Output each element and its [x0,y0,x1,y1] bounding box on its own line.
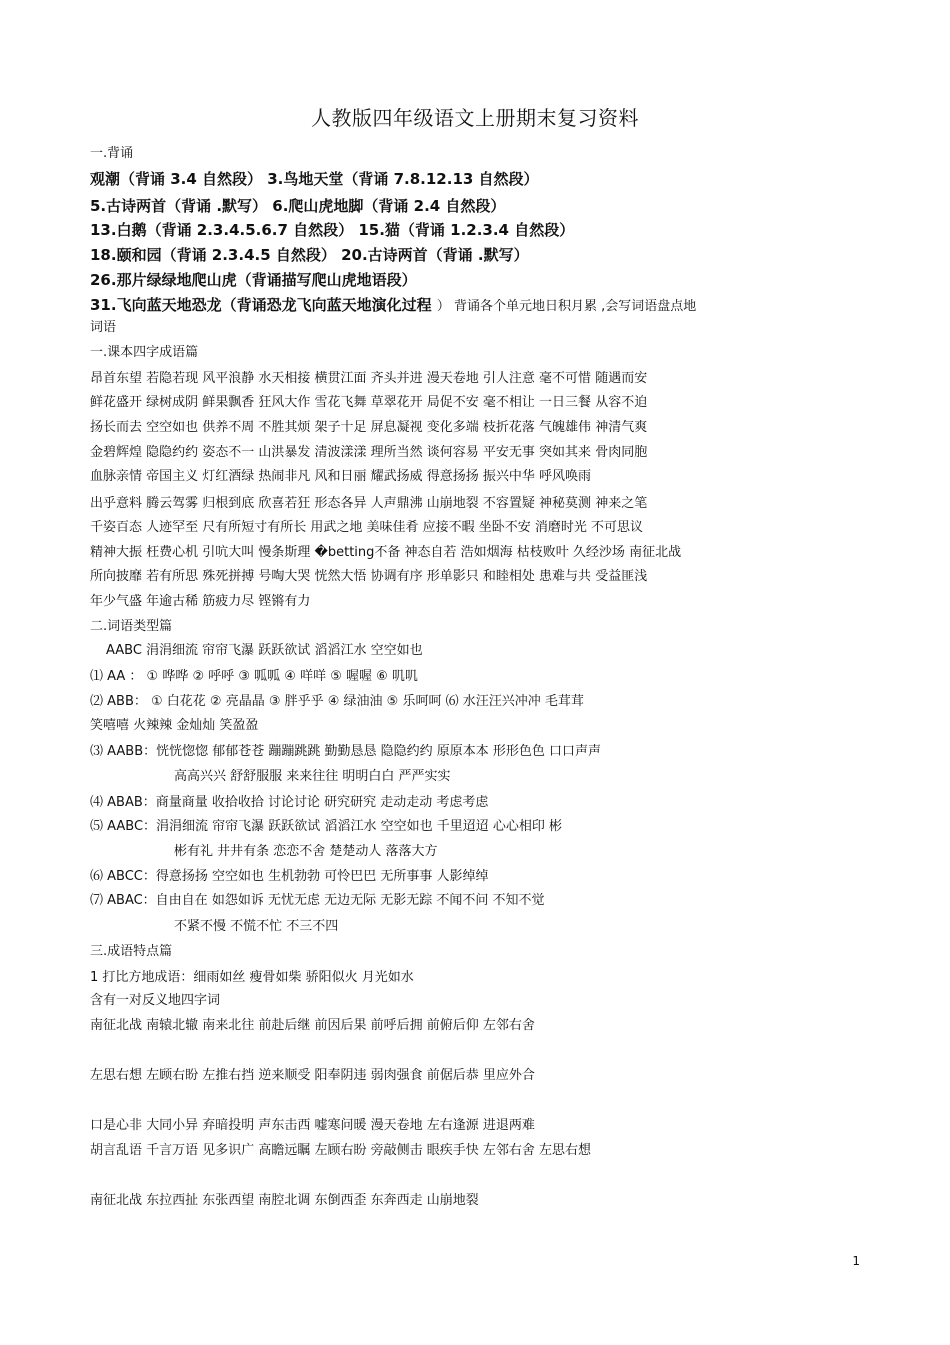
page-number: 1 [852,1254,860,1268]
text-line: 左思右想 左顾右盼 左推右挡 逆来顺受 阳奉阴违 弱肉强食 前倨后恭 里应外合 [90,1068,535,1083]
text-line: 昂首东望 若隐若现 风平浪静 水天相接 横贯江面 齐头并进 漫天卷地 引人注意 毫不可惜 随遇而安 [90,371,648,386]
text-line: ⑶ AABB：恍恍惚惚 郁郁苍苍 蹦蹦跳跳 勤勤恳恳 隐隐约约 原原本本 形形色色 口口声声 [90,744,602,759]
text-line: ⑴ AA ： ① 哗哗 ② 呼呼 ③ 呱呱 ④ 咩咩 ⑤ 喔喔 ⑥ 叽叽 [90,669,418,684]
text-line: 观潮（背诵 3.4 自然段） 3.鸟地天堂（背诵 7.8.12.13 自然段） [90,170,539,188]
text-line: 血脉亲情 帝国主义 灯红酒绿 热闹非凡 风和日丽 耀武扬威 得意扬扬 振兴中华 呼风唤雨 [90,469,592,484]
text-line [90,294,862,318]
section-heading-idiom-features: 三.成语特点篇 [90,944,173,959]
text-line: 口是心非 大同小异 弃暗投明 声东击西 嘘寒问暖 漫天卷地 左右逢源 进退两难 [90,1118,535,1133]
text-line: 金碧辉煌 隐隐约约 姿态不一 山洪暴发 清波漾漾 理所当然 谈何容易 平安无事 突如其来 骨肉同胞 [90,445,648,460]
text-line: 胡言乱语 千言万语 见多识广 高瞻远瞩 左顾右盼 旁敲侧击 眼疾手快 左邻右舍 左思右想 [90,1143,592,1158]
text-line: 词语 [90,320,117,335]
text-line: 18.颐和园（背诵 2.3.4.5 自然段） 20.古诗两首（背诵 .默写） [90,246,529,264]
section-heading-word-types: 二.词语类型篇 [90,619,173,634]
text-line: ⑵ ABB： ① 白花花 ② 亮晶晶 ③ 胖乎乎 ④ 绿油油 ⑤ 乐呵呵 ⑹ 水汪汪兴冲冲 毛茸茸 [90,694,584,709]
text-line: 高高兴兴 舒舒服服 来来往往 明明白白 严严实实 [174,769,451,784]
text-line: 1 打比方地成语：细雨如丝 瘦骨如柴 骄阳似火 月光如水 [90,970,414,985]
text-line: 扬长而去 空空如也 供养不周 不胜其烦 架子十足 屏息凝视 变化多端 枝折花落 气魄雄伟 神清气爽 [90,420,648,435]
section-heading-recitation: 一.背诵 [90,146,134,161]
text-line: 鲜花盛开 绿树成阴 鲜果飘香 狂风大作 雪花飞舞 草翠花开 局促不安 毫不相让 一日三餐 从容不迫 [90,395,648,410]
text-line: 千姿百态 人迹罕至 尺有所短寸有所长 用武之地 美味佳肴 应接不暇 坐卧不安 消磨时光 不可思议 [90,520,644,535]
section-heading-idioms: 一.课本四字成语篇 [90,345,199,360]
text-line: ⑷ ABAB：商量商量 收拾收拾 讨论讨论 研究研究 走动走动 考虑考虑 [90,795,489,810]
text-segment: ） 背诵各个单元地日积月累 ,会写词语盘点地 [436,299,697,314]
text-line: AABC 涓涓细流 帘帘飞瀑 跃跃欲试 滔滔江水 空空如也 [106,643,423,658]
document-title: 人教版四年级语文上册期末复习资料 [311,106,639,130]
text-line: 13.白鹅（背诵 2.3.4.5.6.7 自然段） 15.猫（背诵 1.2.3.4 自然段） [90,221,575,239]
text-line: ⑹ ABCC：得意扬扬 空空如也 生机勃勃 可怜巴巴 无所事事 人影绰绰 [90,869,489,884]
text-line: 南征北战 东拉西扯 东张西望 南腔北调 东倒西歪 东奔西走 山崩地裂 [90,1193,479,1208]
text-line: ⑺ ABAC：自由自在 如怨如诉 无忧无虑 无边无际 无影无踪 不闻不问 不知不觉 [90,893,545,908]
text-line: 精神大振 枉费心机 引吭大叫 慢条斯理 �betting不备 神态自若 浩如烟海 枯枝败叶 久经沙场 南征北战 [90,545,682,560]
text-line: ⑸ AABC：涓涓细流 帘帘飞瀑 跃跃欲试 滔滔江水 空空如也 千里迢迢 心心相印 彬 [90,819,562,834]
text-line: 所向披靡 若有所思 殊死拼搏 号啕大哭 恍然大悟 协调有序 形单影只 和睦相处 患难与共 受益匪浅 [90,569,648,584]
text-line: 南征北战 南辕北辙 南来北往 前赴后继 前因后果 前呼后拥 前俯后仰 左邻右舍 [90,1018,535,1033]
text-line: 出乎意料 腾云驾雾 归根到底 欣喜若狂 形态各异 人声鼎沸 山崩地裂 不容置疑 神秘莫测 神来之笔 [90,496,648,511]
text-line: 5.古诗两首（背诵 .默写） 6.爬山虎地脚（背诵 2.4 自然段） [90,197,506,215]
text-line: 笑嘻嘻 火辣辣 金灿灿 笑盈盈 [90,718,259,733]
text-line: 26.那片绿绿地爬山虎（背诵描写爬山虎地语段） [90,271,417,289]
text-segment: 31.飞向蓝天地恐龙（背诵恐龙飞向蓝天地演化过程 [90,296,432,314]
text-line: 年少气盛 年逾古稀 筋疲力尽 铿锵有力 [90,594,311,609]
text-line: 不紧不慢 不慌不忙 不三不四 [174,919,339,934]
text-line: 彬有礼 井井有条 恋恋不舍 楚楚动人 落落大方 [174,844,438,859]
text-line: 含有一对反义地四字词 [90,993,221,1008]
